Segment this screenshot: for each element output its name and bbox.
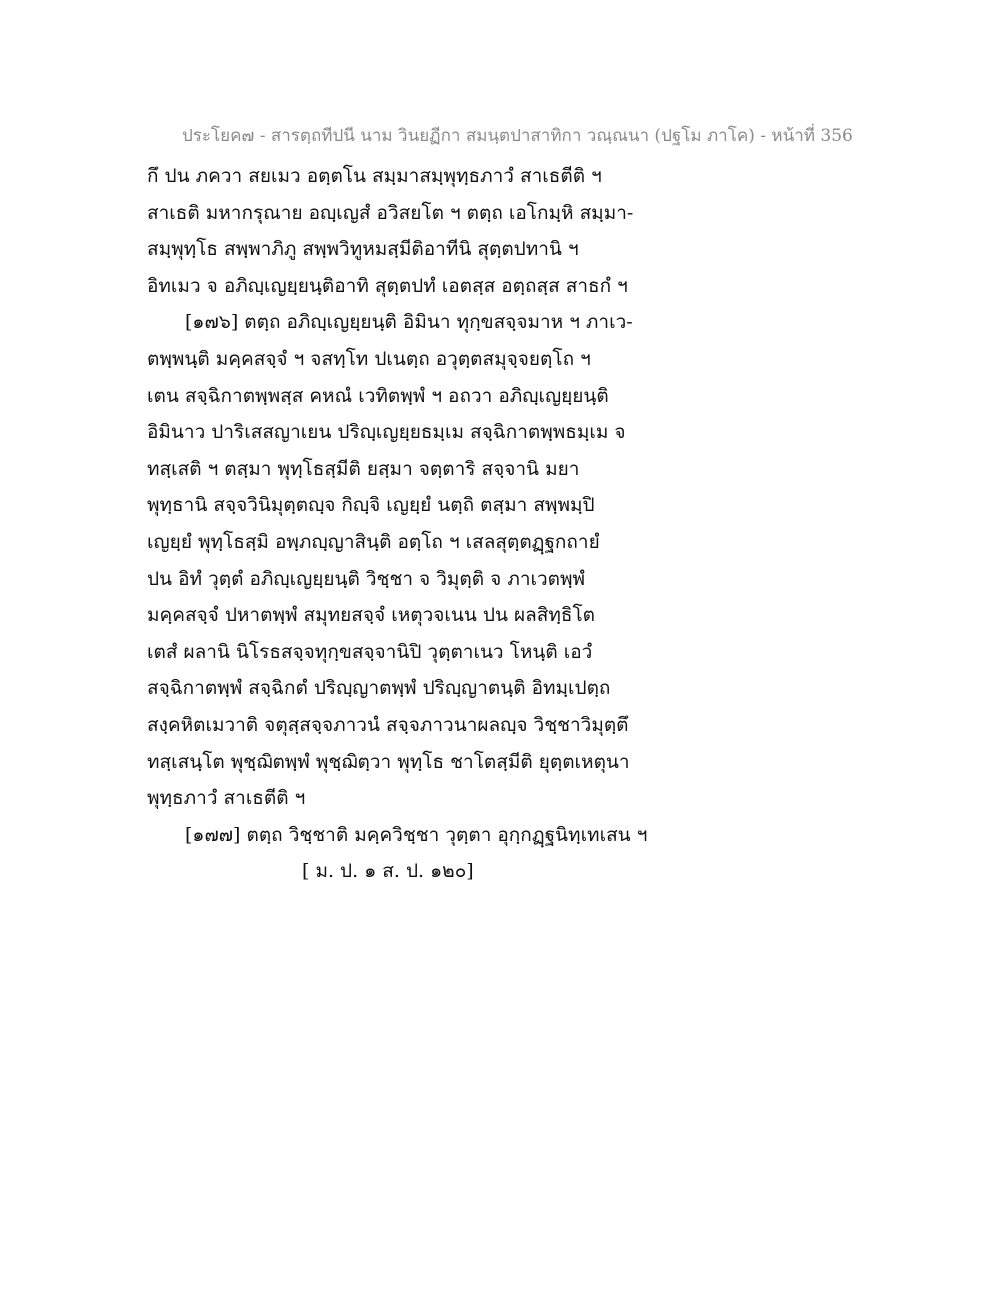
text-line: เตน สจฺฉิกาตพฺพสฺส คหณํ เวทิตพฺพํ ฯ อถวา อภิญฺเญยฺยนฺติ (147, 384, 609, 407)
text-line: ตพฺพนฺติ มคฺคสจฺจํ ฯ จสทฺโท ปเนตฺถ อวุตฺตสมุจฺจยตฺโถ ฯ (147, 347, 591, 370)
page-header: ประโยค๗ - สารตฺถทีปนี นาม วินยฏีกา สมนฺตปาสาทิกา วณฺณนา (ปฐโม ภาโค) - หน้าที่ 356 (182, 126, 853, 146)
text-line: ปน อิทํ วุตฺตํ อภิญฺเญยฺยนฺติ วิชฺชา จ วิมุตฺติ จ ภาเวตพฺพํ (147, 567, 586, 590)
text-line: สงฺคหิตเมวาติ จตุสฺสจฺจภาวนํ สจฺจภาวนาผลญฺจ วิชฺชาวิมุตฺตึ (147, 713, 629, 736)
text-line: พุทฺธภาวํ สาเธตีติ ฯ (147, 787, 306, 810)
text-line: มคฺคสจฺจํ ปหาตพฺพํ สมุทยสจฺจํ เหตุวจเนน ปน ผลสิทฺธิโต (147, 604, 596, 627)
text-line: กึ ปน ภควา สยเมว อตฺตโน สมฺมาสมฺพุทฺธภาวํ สาเธตีติ ฯ (147, 165, 602, 187)
text-line: เตสํ ผลานิ นิโรธสจฺจทุกฺขสจฺจานิปิ วุตฺตาเนว โหนฺติ เอวํ (147, 640, 593, 663)
text-line: ทสฺเสนฺโต พุชฺฌิตพฺพํ พุชฺฌิตฺวา พุทฺโธ ชาโตสฺมีติ ยุตฺตเหตุนา (147, 750, 630, 773)
text-line: อิทเมว จ อภิญฺเญยฺยนฺติอาทิ สุตฺตปทํ เอตสฺส อตฺถสฺส สาธกํ ฯ (147, 274, 628, 297)
reference-citation: [ ม. ป. ๑ ส. ป. ๑๒๐] (302, 860, 474, 883)
text-line: สาเธติ มหากรุณาย อญฺเญสํ อวิสยโต ฯ ตตฺถ เอโกมฺหิ สมฺมา- (147, 201, 634, 224)
text-line: พุทฺธานิ สจฺจวินิมุตฺตญฺจ กิญฺจิ เญยฺยํ นตฺถิ ตสฺมา สพฺพมฺปิ (147, 494, 595, 517)
text-line: ทสฺเสติ ฯ ตสฺมา พุทฺโธสฺมีติ ยสฺมา จตฺตาริ สจฺจานิ มยา (147, 457, 580, 480)
paragraph-start-line: [๑๗๗] ตตฺถ วิชฺชาติ มคฺควิชฺชา วุตฺตา อุกฺกฏฺฐนิทฺเทเสน ฯ (185, 823, 648, 846)
body-text (147, 158, 707, 890)
text-line: อิมินาว ปาริเสสญาเยน ปริญฺเญยฺยธมฺเม สจฺฉิกาตพฺพธมฺเม จ (147, 421, 626, 444)
paragraph-start-line: [๑๗๖] ตตฺถ อภิญฺเญยฺยนฺติ อิมินา ทุกฺขสจฺจมาห ฯ ภาเว- (185, 311, 633, 334)
text-line: เญยฺยํ พุทฺโธสฺมิ อพฺภญฺญาสินฺติ อตฺโถ ฯ เสลสุตฺตฏฺฐกถายํ (147, 530, 600, 553)
text-line: สจฺฉิกาตพฺพํ สจฺฉิกตํ ปริญฺญาตพฺพํ ปริญฺญาตนฺติ อิทมฺเปตฺถ (147, 677, 611, 700)
text-line: สมฺพุทฺโธ สพฺพาภิภู สพฺพวิทูหมสฺมีติอาทีนิ สุตฺตปทานิ ฯ (147, 238, 579, 261)
